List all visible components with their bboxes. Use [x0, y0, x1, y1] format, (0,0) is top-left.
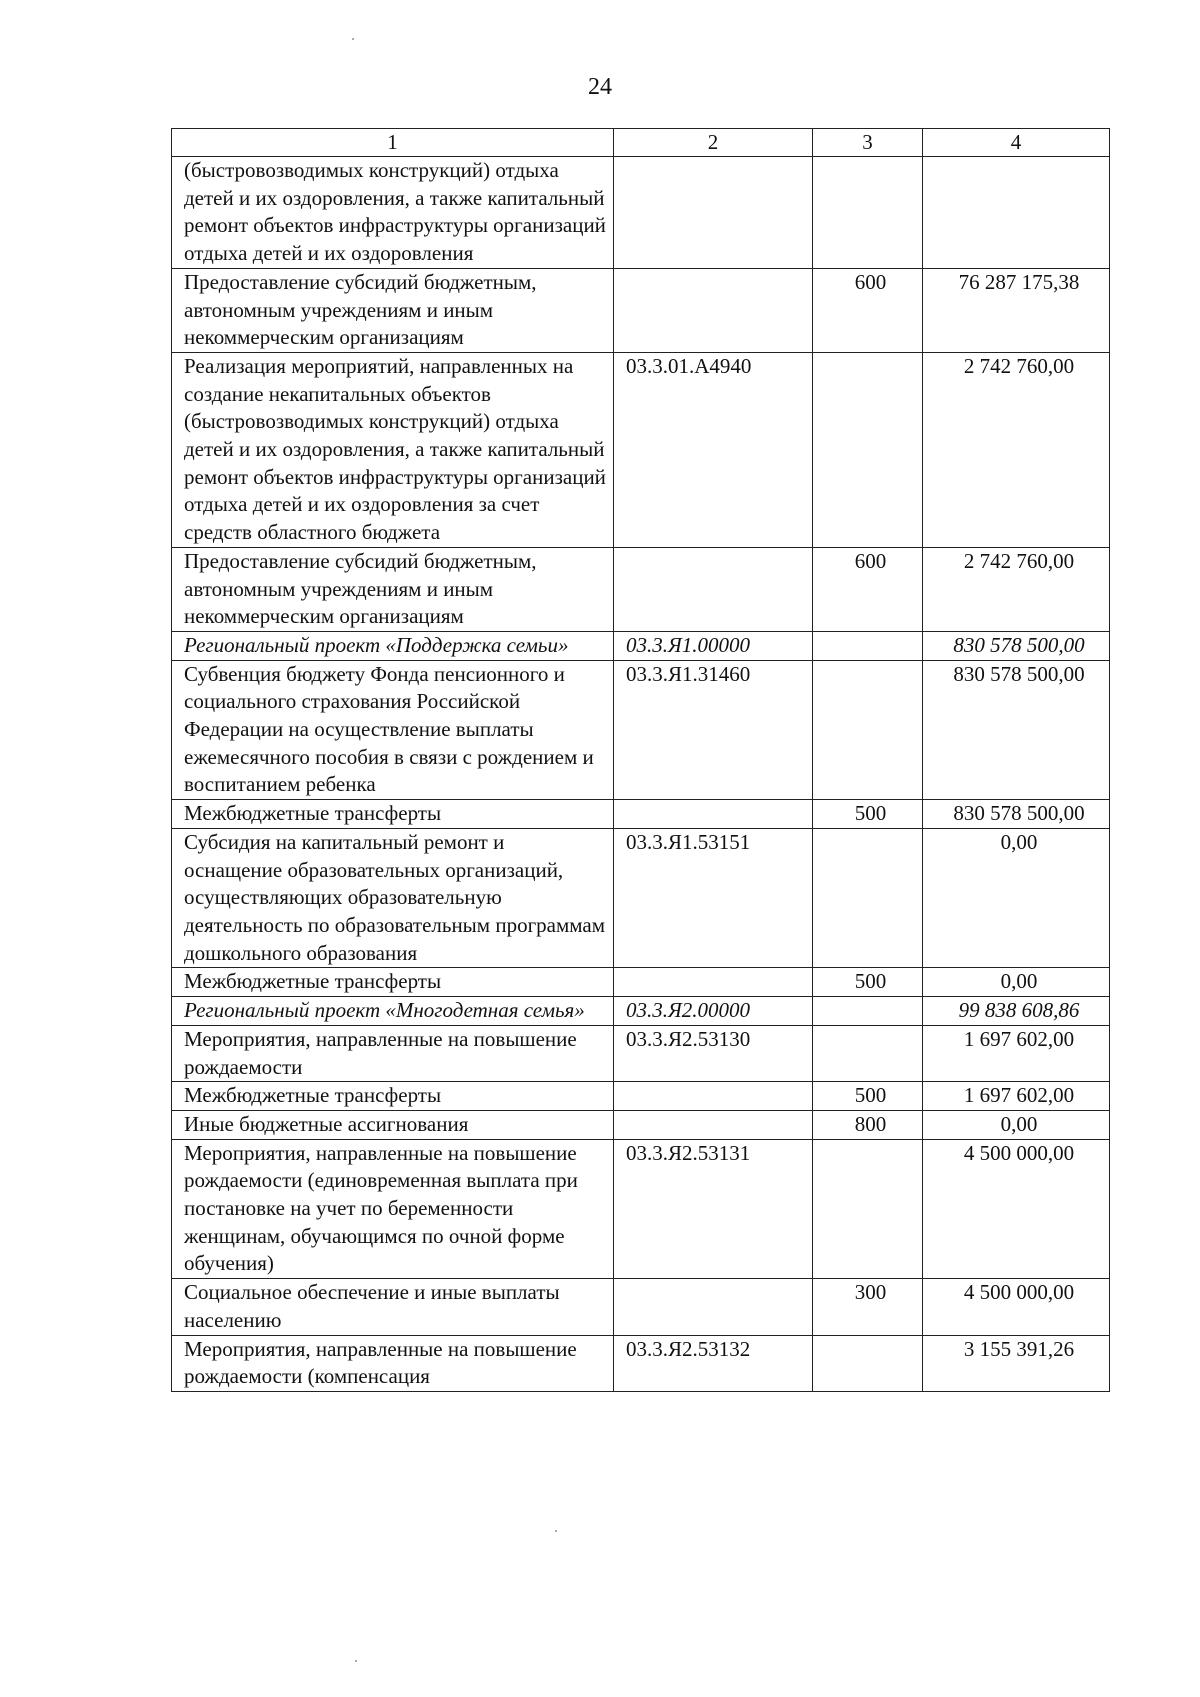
row-code-cell	[614, 1110, 813, 1139]
row-expense-type-cell	[813, 157, 923, 269]
row-amount-cell: 76 287 175,38	[923, 268, 1110, 352]
column-header-2: 2	[614, 129, 813, 157]
row-expense-type-cell	[813, 1025, 923, 1081]
table-header-row	[172, 129, 1110, 157]
row-name-cell: Предоставление субсидий бюджетным, автономным учреждениям и иным некоммерческим организациям	[172, 547, 614, 631]
row-expense-type-cell: 600	[813, 268, 923, 352]
scan-speck	[355, 1660, 357, 1662]
row-expense-type-cell	[813, 631, 923, 660]
table-row	[172, 828, 1110, 968]
row-name-cell: (быстровозводимых конструкций) отдыха детей и их оздоровления, а также капитальный ремонт объектов инфраструктуры организаций отдыха детей и их оздоровления	[172, 157, 614, 269]
row-amount-cell	[923, 157, 1110, 269]
row-expense-type-cell	[813, 352, 923, 547]
row-amount-cell: 830 578 500,00	[923, 631, 1110, 660]
table-row	[172, 352, 1110, 547]
row-code-cell	[614, 547, 813, 631]
row-name-cell: Реализация мероприятий, направленных на создание некапитальных объектов (быстровозводимых конструкций) отдыха детей и их оздоровления, а также капитальный ремонт объектов инфраструктуры организаций отдыха детей и их оздоровления за счет средств областного бюджета	[172, 352, 614, 547]
row-code-cell: 03.3.Я2.53130	[614, 1025, 813, 1081]
row-name-cell: Мероприятия, направленные на повышение рождаемости (компенсация	[172, 1335, 614, 1391]
column-header-3: 3	[813, 129, 923, 157]
table-row	[172, 1279, 1110, 1335]
row-expense-type-cell	[813, 1335, 923, 1391]
row-code-cell: 03.3.Я1.53151	[614, 828, 813, 968]
row-code-cell: 03.3.Я2.53132	[614, 1335, 813, 1391]
row-amount-cell: 1 697 602,00	[923, 1025, 1110, 1081]
column-header-4: 4	[923, 129, 1110, 157]
row-code-cell	[614, 157, 813, 269]
row-code-cell: 03.3.Я2.00000	[614, 997, 813, 1026]
table-row	[172, 157, 1110, 269]
page-number: 24	[588, 74, 612, 100]
row-expense-type-cell	[813, 1139, 923, 1279]
column-header-1: 1	[172, 129, 614, 157]
table-row	[172, 1139, 1110, 1279]
row-expense-type-cell: 500	[813, 800, 923, 829]
row-expense-type-cell	[813, 660, 923, 800]
table-row	[172, 968, 1110, 997]
row-code-cell: 03.3.Я1.31460	[614, 660, 813, 800]
row-name-cell: Социальное обеспечение и иные выплаты населению	[172, 1279, 614, 1335]
row-name-cell: Региональный проект «Многодетная семья»	[172, 997, 614, 1026]
row-amount-cell: 4 500 000,00	[923, 1279, 1110, 1335]
table-row	[172, 1025, 1110, 1081]
row-amount-cell: 2 742 760,00	[923, 352, 1110, 547]
row-name-cell: Межбюджетные трансферты	[172, 1082, 614, 1111]
row-name-cell: Межбюджетные трансферты	[172, 968, 614, 997]
row-code-cell	[614, 800, 813, 829]
row-code-cell	[614, 1279, 813, 1335]
row-amount-cell: 4 500 000,00	[923, 1139, 1110, 1279]
row-expense-type-cell: 500	[813, 1082, 923, 1111]
table-row	[172, 800, 1110, 829]
row-name-cell: Иные бюджетные ассигнования	[172, 1110, 614, 1139]
row-name-cell: Предоставление субсидий бюджетным, автономным учреждениям и иным некоммерческим организациям	[172, 268, 614, 352]
row-amount-cell: 99 838 608,86	[923, 997, 1110, 1026]
row-amount-cell: 830 578 500,00	[923, 800, 1110, 829]
row-amount-cell: 0,00	[923, 828, 1110, 968]
table-row	[172, 660, 1110, 800]
table-row	[172, 547, 1110, 631]
row-amount-cell: 0,00	[923, 968, 1110, 997]
row-amount-cell: 1 697 602,00	[923, 1082, 1110, 1111]
table-row	[172, 1335, 1110, 1391]
row-expense-type-cell: 300	[813, 1279, 923, 1335]
scan-speck	[555, 1530, 557, 1532]
table-row	[172, 631, 1110, 660]
row-code-cell	[614, 1082, 813, 1111]
row-name-cell: Мероприятия, направленные на повышение рождаемости (единовременная выплата при постановке на учет по беременности женщинам, обучающимся по очной форме обучения)	[172, 1139, 614, 1279]
scan-speck	[352, 38, 354, 40]
row-name-cell: Региональный проект «Поддержка семьи»	[172, 631, 614, 660]
row-name-cell: Субсидия на капитальный ремонт и оснащение образовательных организаций, осуществляющих образовательную деятельность по образовательным программам дошкольного образования	[172, 828, 614, 968]
row-code-cell: 03.3.01.А4940	[614, 352, 813, 547]
table-row	[172, 997, 1110, 1026]
row-expense-type-cell	[813, 828, 923, 968]
table-body	[172, 157, 1110, 1392]
row-name-cell: Субвенция бюджету Фонда пенсионного и социального страхования Российской Федерации на осуществление выплаты ежемесячного пособия в связи с рождением и воспитанием ребенка	[172, 660, 614, 800]
row-amount-cell: 0,00	[923, 1110, 1110, 1139]
row-expense-type-cell	[813, 997, 923, 1026]
row-expense-type-cell: 500	[813, 968, 923, 997]
row-name-cell: Межбюджетные трансферты	[172, 800, 614, 829]
row-code-cell: 03.3.Я2.53131	[614, 1139, 813, 1279]
row-expense-type-cell: 600	[813, 547, 923, 631]
row-code-cell	[614, 968, 813, 997]
table-row	[172, 268, 1110, 352]
row-expense-type-cell: 800	[813, 1110, 923, 1139]
row-code-cell	[614, 268, 813, 352]
table-row	[172, 1082, 1110, 1111]
row-amount-cell: 2 742 760,00	[923, 547, 1110, 631]
budget-table	[171, 128, 1110, 1392]
table-row	[172, 1110, 1110, 1139]
row-code-cell: 03.3.Я1.00000	[614, 631, 813, 660]
row-amount-cell: 3 155 391,26	[923, 1335, 1110, 1391]
row-name-cell: Мероприятия, направленные на повышение рождаемости	[172, 1025, 614, 1081]
row-amount-cell: 830 578 500,00	[923, 660, 1110, 800]
